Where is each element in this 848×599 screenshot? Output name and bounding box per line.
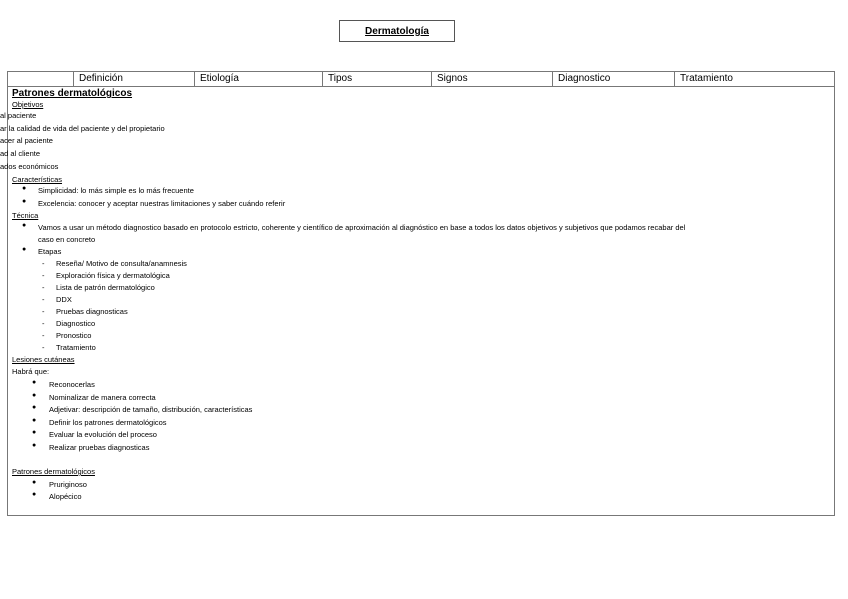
dash-icon: - (42, 319, 45, 328)
bullet-icon: ● (32, 479, 37, 486)
list-item: ad al cliente (0, 149, 41, 158)
list-item: Evaluar la evolución del proceso (49, 430, 157, 439)
document-title-box (339, 20, 455, 42)
bullet-icon: ● (22, 222, 27, 229)
list-item: Adjetivar: descripción de tamaño, distribución, características (49, 405, 253, 414)
etapa-item: DDX (56, 295, 72, 304)
list-item: ados económicos (0, 162, 59, 171)
dash-icon: - (42, 283, 45, 292)
etapa-item: Lista de patrón dermatológico (56, 283, 155, 292)
list-item: acer al paciente (0, 136, 53, 145)
caracteristicas-heading: Características (12, 175, 63, 184)
patrones-heading: Patrones dermatológicos (12, 467, 95, 476)
bullet-icon: ● (32, 442, 37, 449)
list-item: Realizar pruebas diagnosticas (49, 443, 150, 452)
lesiones-intro: Habrá que: (12, 367, 50, 376)
list-item: al paciente (0, 111, 37, 120)
bullet-icon: ● (32, 379, 37, 386)
etapa-item: Diagnostico (56, 319, 96, 328)
bullet-icon: ● (22, 198, 27, 205)
etapa-item: Pruebas diagnosticas (56, 307, 128, 316)
bullet-icon: ● (32, 491, 37, 498)
dash-icon: - (42, 343, 45, 352)
column-header-definicion: Definición (73, 72, 194, 86)
etapa-item: Pronostico (56, 331, 92, 340)
column-header-signos: Signos (431, 72, 552, 86)
dash-icon: - (42, 259, 45, 268)
bullet-icon: ● (32, 417, 37, 424)
dash-icon: - (42, 271, 45, 280)
bullet-icon: ● (22, 185, 27, 192)
bullet-icon: ● (32, 404, 37, 411)
etapa-item: Exploración física y dermatológica (56, 271, 170, 280)
list-item-continuation: caso en concreto (38, 235, 96, 244)
bullet-icon: ● (22, 246, 27, 253)
bullet-icon: ● (32, 429, 37, 436)
list-item: Vamos a usar un método diagnostico basado en protocolo estricto, coherente y científico de aproximación al diagnóstico en base a todos los datos objetivos y subjetivos que podamos recabar del (38, 223, 686, 232)
list-item: ar la calidad de vida del paciente y del propietario (0, 124, 165, 133)
list-item: Reconocerlas (49, 380, 95, 389)
column-header-etiologia: Etiología (194, 72, 322, 86)
table-body (0, 87, 834, 516)
dash-icon: - (42, 295, 45, 304)
dash-icon: - (42, 331, 45, 340)
document-title: Dermatología (365, 25, 429, 37)
etapa-item: Tratamiento (56, 343, 96, 352)
list-item: Definir los patrones dermatológicos (49, 418, 167, 427)
column-header-blank (7, 72, 73, 86)
section-title: Patrones dermatológicos (12, 88, 133, 99)
column-header-tipos: Tipos (322, 72, 431, 86)
table-header-row (8, 72, 834, 87)
column-header-tratamiento: Tratamiento (674, 72, 834, 86)
list-item: Simplicidad: lo más simple es lo más frecuente (38, 186, 194, 195)
list-item: Pruriginoso (49, 480, 87, 489)
list-item: Alopécico (49, 492, 82, 501)
column-header-diagnostico: Diagnostico (552, 72, 674, 86)
content-table (0, 71, 835, 516)
objetivos-heading: Objetivos (12, 100, 44, 109)
lesiones-heading: Lesiones cutáneas (12, 355, 75, 364)
list-item: Excelencia: conocer y aceptar nuestras limitaciones y saber cuándo referir (38, 199, 286, 208)
list-item: Nominalizar de manera correcta (49, 393, 156, 402)
list-item: Etapas (38, 247, 62, 256)
tecnica-heading: Técnica (12, 211, 39, 220)
etapa-item: Reseña/ Motivo de consulta/anamnesis (56, 259, 187, 268)
dash-icon: - (42, 307, 45, 316)
bullet-icon: ● (32, 392, 37, 399)
